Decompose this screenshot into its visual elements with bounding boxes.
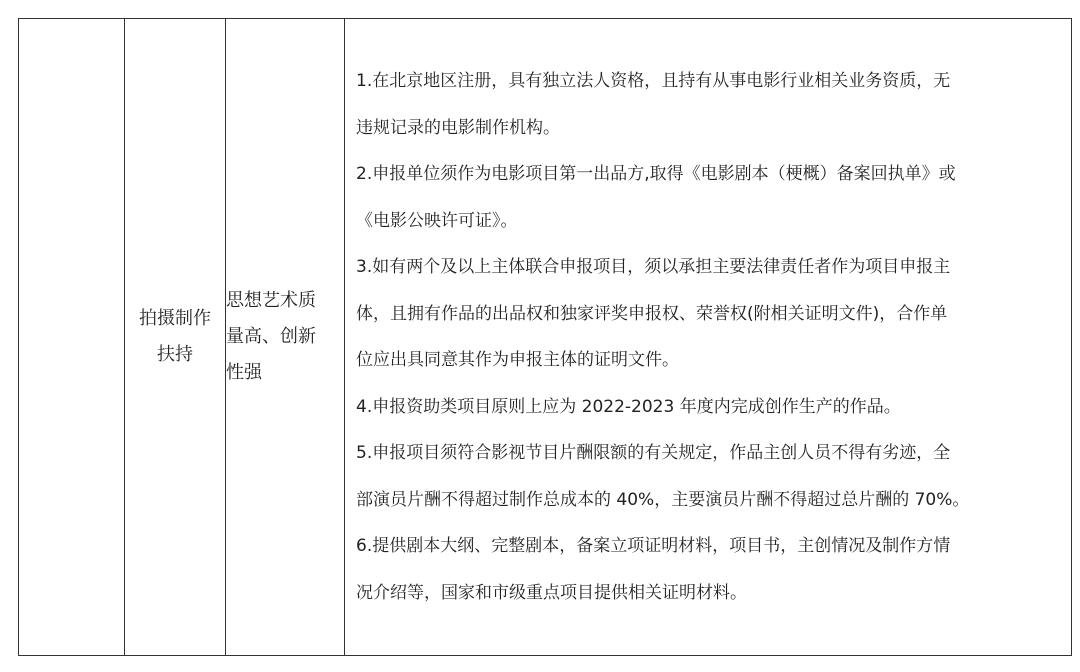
application-requirements-cell bbox=[345, 19, 1072, 656]
requirement-line: 4.申报资助类项目原则上应为 2022-2023 年度内完成创作生产的作品。 bbox=[356, 396, 901, 417]
requirement-line: 位应出具同意其作为申报主体的证明文件。 bbox=[356, 350, 679, 370]
evaluation-standard-cell bbox=[226, 19, 345, 656]
requirement-line: 《电影公映许可证》。 bbox=[356, 210, 518, 231]
requirement-line: 1.在北京地区注册，具有独立法人资格，且持有从事电影行业相关业务资质，无 bbox=[356, 71, 951, 91]
support-category-cell bbox=[125, 19, 226, 656]
category-line: 拍摄制作 bbox=[139, 308, 211, 329]
requirement-item bbox=[356, 430, 1057, 523]
requirement-line: 2.申报单位须作为电影项目第一出品方,取得《电影剧本（梗概）备案回执单》或 bbox=[356, 164, 956, 184]
empty-cell bbox=[19, 19, 125, 656]
requirement-line: 部演员片酬不得超过制作总成本的 40%，主要演员片酬不得超过总片酬的 70%。 bbox=[356, 489, 970, 510]
requirement-line: 3.如有两个及以上主体联合申报项目，须以承担主要法律责任者作为项目申报主 bbox=[356, 257, 951, 277]
requirement-item bbox=[356, 523, 1057, 616]
requirement-line: 违规记录的电影制作机构。 bbox=[356, 117, 560, 138]
requirement-line: 5.申报项目须符合影视节目片酬限额的有关规定，作品主创人员不得有劣迹，全 bbox=[356, 443, 951, 463]
requirement-item bbox=[356, 384, 1057, 431]
standard-line: 思想艺术质 bbox=[226, 290, 316, 311]
table-row bbox=[19, 19, 1072, 656]
requirement-item bbox=[356, 151, 1057, 244]
standard-line: 性强 bbox=[226, 362, 262, 383]
requirement-line: 体，且拥有作品的出品权和独家评奖申报权、荣誉权(附相关证明文件)，合作单 bbox=[356, 303, 948, 324]
requirements-table bbox=[18, 18, 1072, 656]
requirement-item bbox=[356, 244, 1057, 384]
requirement-item bbox=[356, 58, 1057, 151]
requirement-line: 况介绍等，国家和市级重点项目提供相关证明材料。 bbox=[356, 582, 747, 603]
standard-line: 量高、创新 bbox=[226, 326, 316, 347]
category-line: 扶持 bbox=[157, 344, 193, 365]
requirement-line: 6.提供剧本大纲、完整剧本，备案立项证明材料，项目书，主创情况及制作方情 bbox=[356, 536, 951, 556]
